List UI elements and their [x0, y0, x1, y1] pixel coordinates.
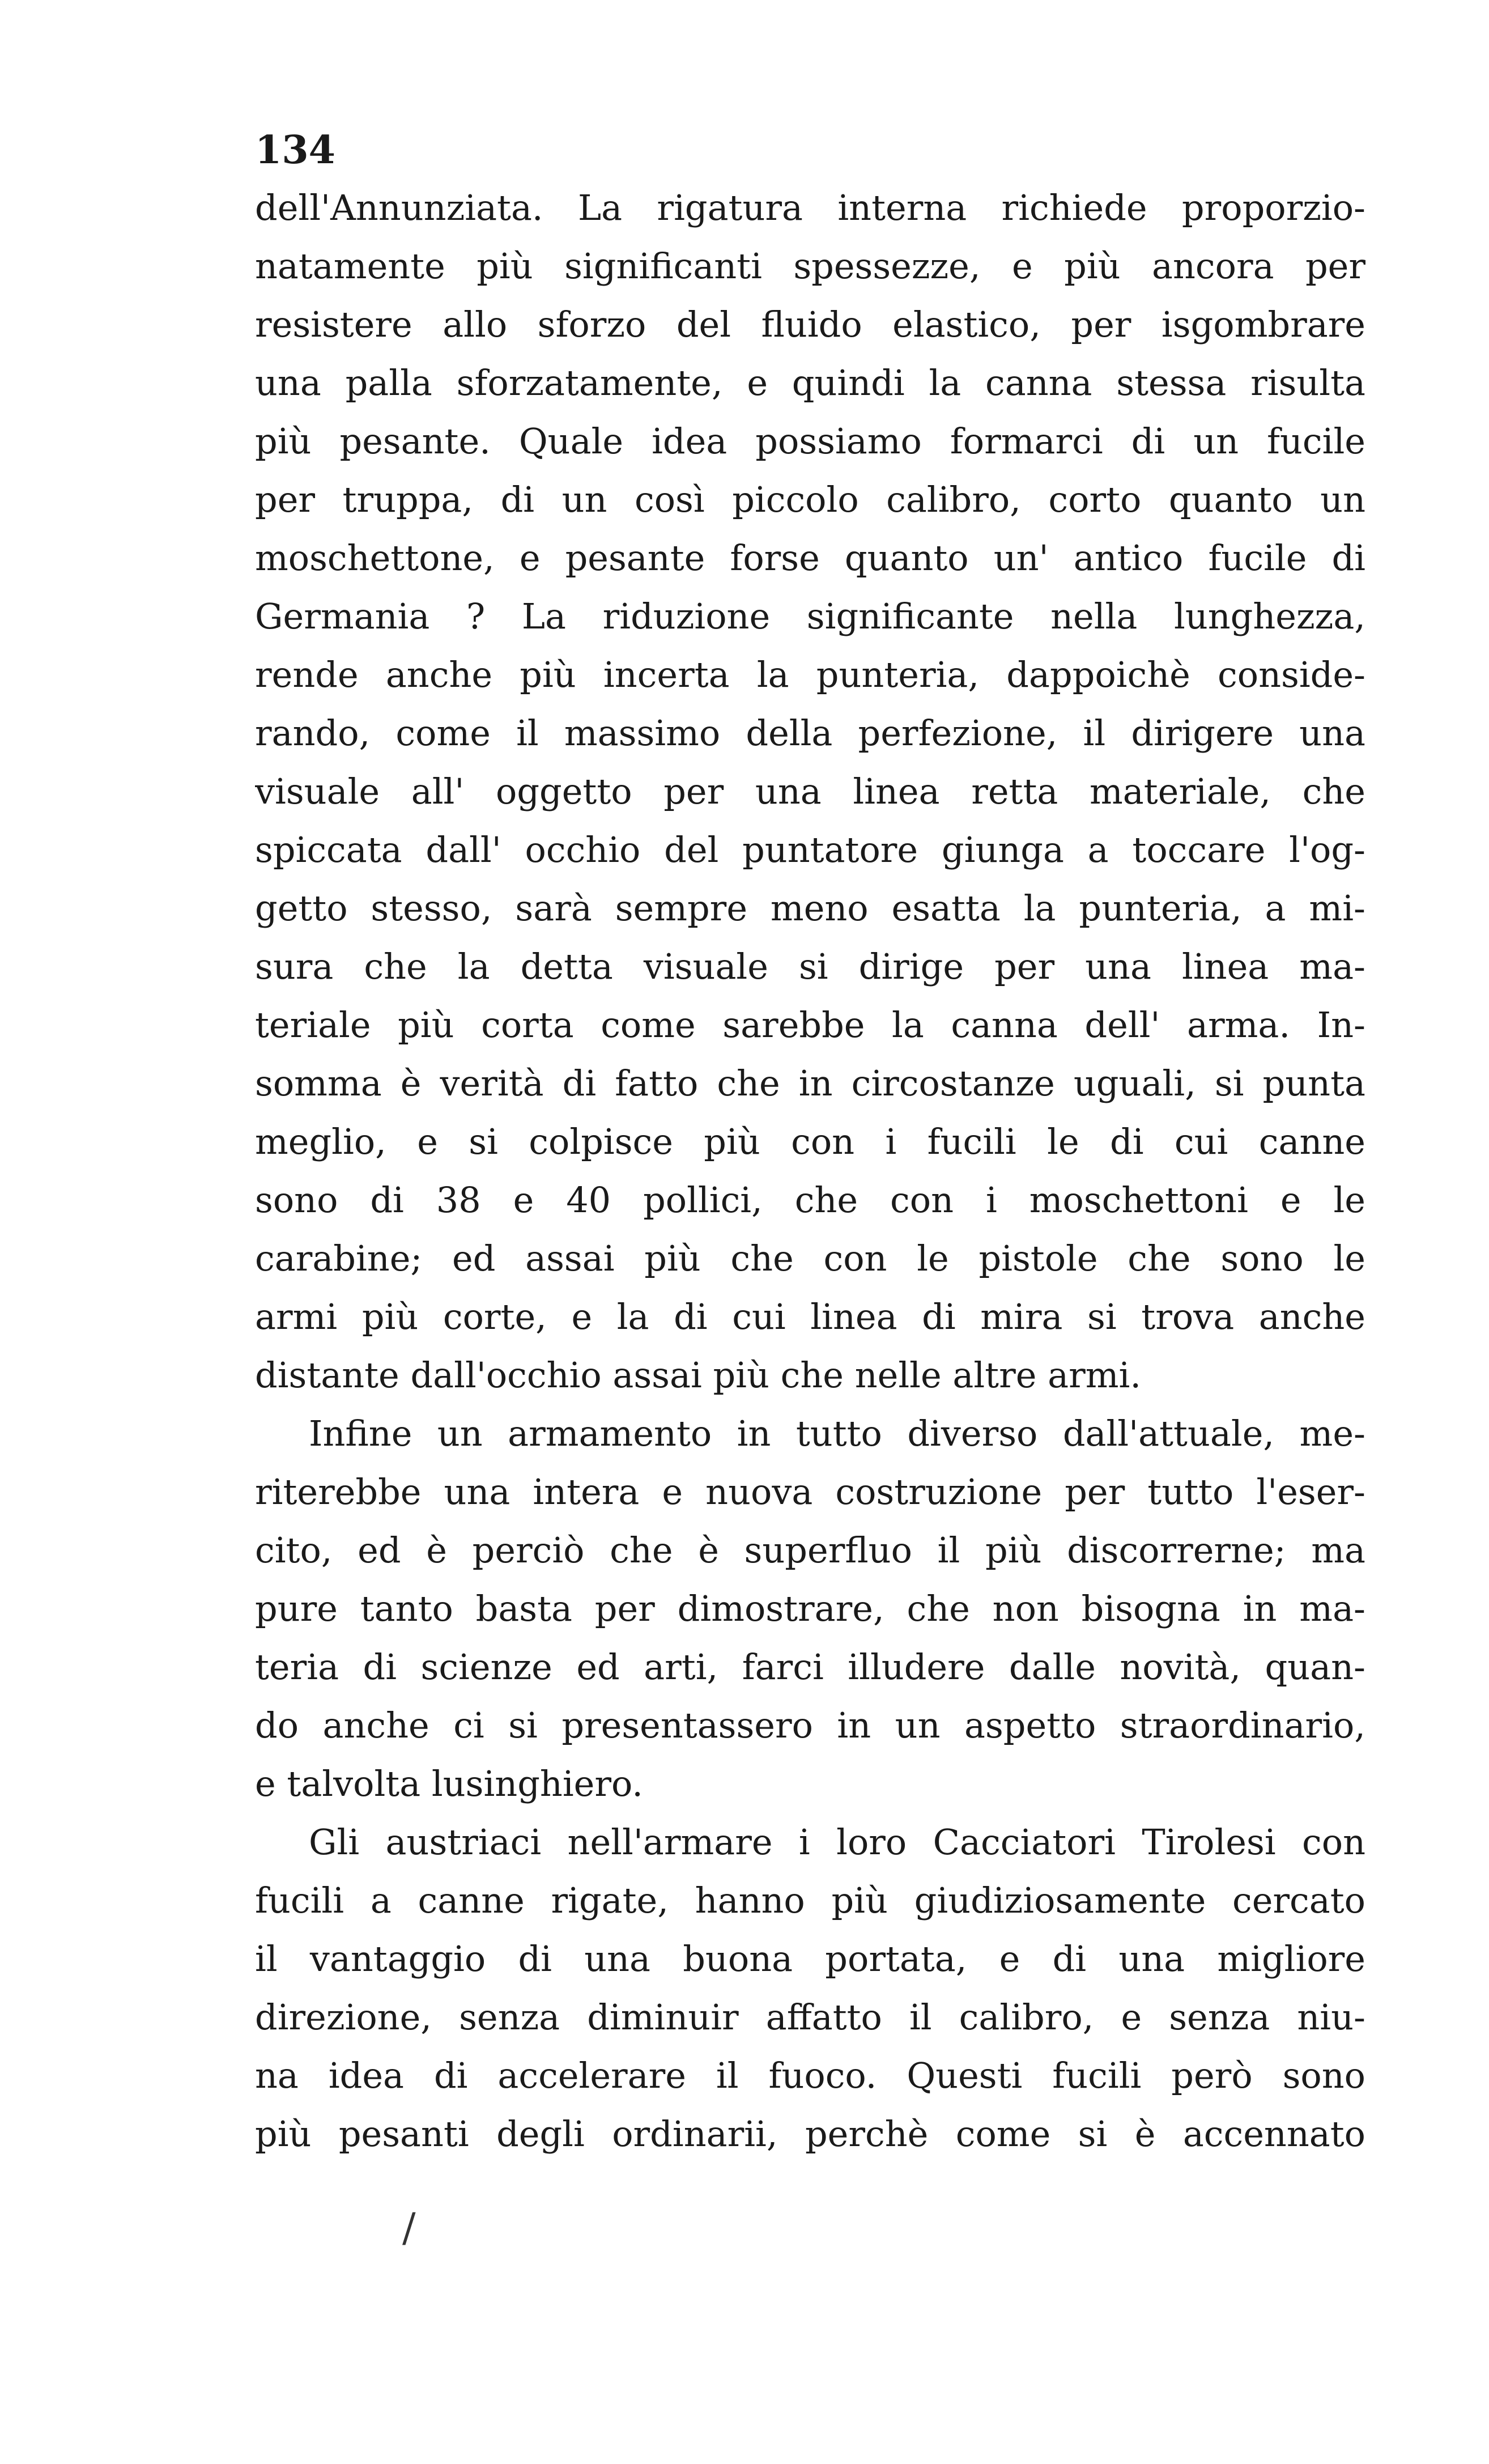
text-line: fucili a canne rigate, hanno più giudiziosamente cercato: [255, 1880, 1365, 1921]
text-line: do anche ci si presentassero in un aspetto straordinario,: [255, 1705, 1365, 1746]
text-line: teriale più corta come sarebbe la canna dell' arma. In-: [255, 1004, 1365, 1046]
page-number: 134: [255, 128, 335, 173]
text-line: più pesante. Quale idea possiamo formarci di un fucile: [255, 420, 1365, 462]
text-line: distante dall'occhio assai più che nelle altre armi.: [255, 1354, 1142, 1396]
text-line: teria di scienze ed arti, farci illudere dalle novità, quan-: [255, 1646, 1365, 1688]
text-line: getto stesso, sarà sempre meno esatta la punteria, a mi-: [255, 887, 1365, 929]
text-line: natamente più significanti spessezze, e più ancora per: [255, 245, 1365, 287]
page-text-block: [255, 122, 1365, 2163]
text-line: resistere allo sforzo del fluido elastico, per isgombrare: [255, 304, 1365, 345]
text-line: moschettone, e pesante forse quanto un' antico fucile di: [255, 537, 1365, 579]
text-line: spiccata dall' occhio del puntatore giunga a toccare l'og-: [255, 829, 1365, 870]
text-line: sura che la detta visuale si dirige per una linea ma-: [255, 946, 1365, 987]
text-line: carabine; ed assai più che con le pistole che sono le: [255, 1238, 1365, 1279]
text-line: direzione, senza diminuir affatto il calibro, e senza niu-: [255, 1996, 1365, 2038]
text-line: più pesanti degli ordinarii, perchè come si è accennato: [255, 2113, 1365, 2155]
text-line: Infine un armamento in tutto diverso dall'attuale, me-: [309, 1413, 1365, 1454]
text-line: cito, ed è perciò che è superfluo il più discorrerne; ma: [255, 1530, 1365, 1571]
text-line: dell'Annunziata. La rigatura interna richiede proporzio-: [255, 187, 1365, 228]
text-lines: [255, 179, 1365, 2163]
text-line: riterebbe una intera e nuova costruzione per tutto l'eser-: [255, 1471, 1365, 1513]
text-line: il vantaggio di una buona portata, e di una migliore: [255, 1938, 1365, 1979]
text-line: una palla sforzatamente, e quindi la canna stessa risulta: [255, 362, 1365, 403]
text-line: pure tanto basta per dimostrare, che non bisogna in ma-: [255, 1588, 1365, 1629]
text-line: visuale all' oggetto per una linea retta materiale, che: [255, 771, 1365, 812]
text-line: rende anche più incerta la punteria, dappoichè conside-: [255, 654, 1365, 695]
stray-mark: /: [402, 2204, 416, 2251]
text-line: per truppa, di un così piccolo calibro, corto quanto un: [255, 479, 1365, 520]
text-line: armi più corte, e la di cui linea di mira si trova anche: [255, 1296, 1365, 1337]
text-line: na idea di accelerare il fuoco. Questi fucili però sono: [255, 2055, 1365, 2096]
text-line: somma è verità di fatto che in circostanze uguali, si punta: [255, 1063, 1365, 1104]
text-line: rando, come il massimo della perfezione, il dirigere una: [255, 712, 1365, 754]
text-line: meglio, e si colpisce più con i fucili le di cui canne: [255, 1121, 1365, 1162]
text-line: sono di 38 e 40 pollici, che con i moschettoni e le: [255, 1179, 1365, 1221]
text-line: Gli austriaci nell'armare i loro Cacciatori Tirolesi con: [309, 1821, 1365, 1863]
text-line: Germania ? La riduzione significante nella lunghezza,: [255, 596, 1365, 637]
text-line: e talvolta lusinghiero.: [255, 1763, 643, 1804]
